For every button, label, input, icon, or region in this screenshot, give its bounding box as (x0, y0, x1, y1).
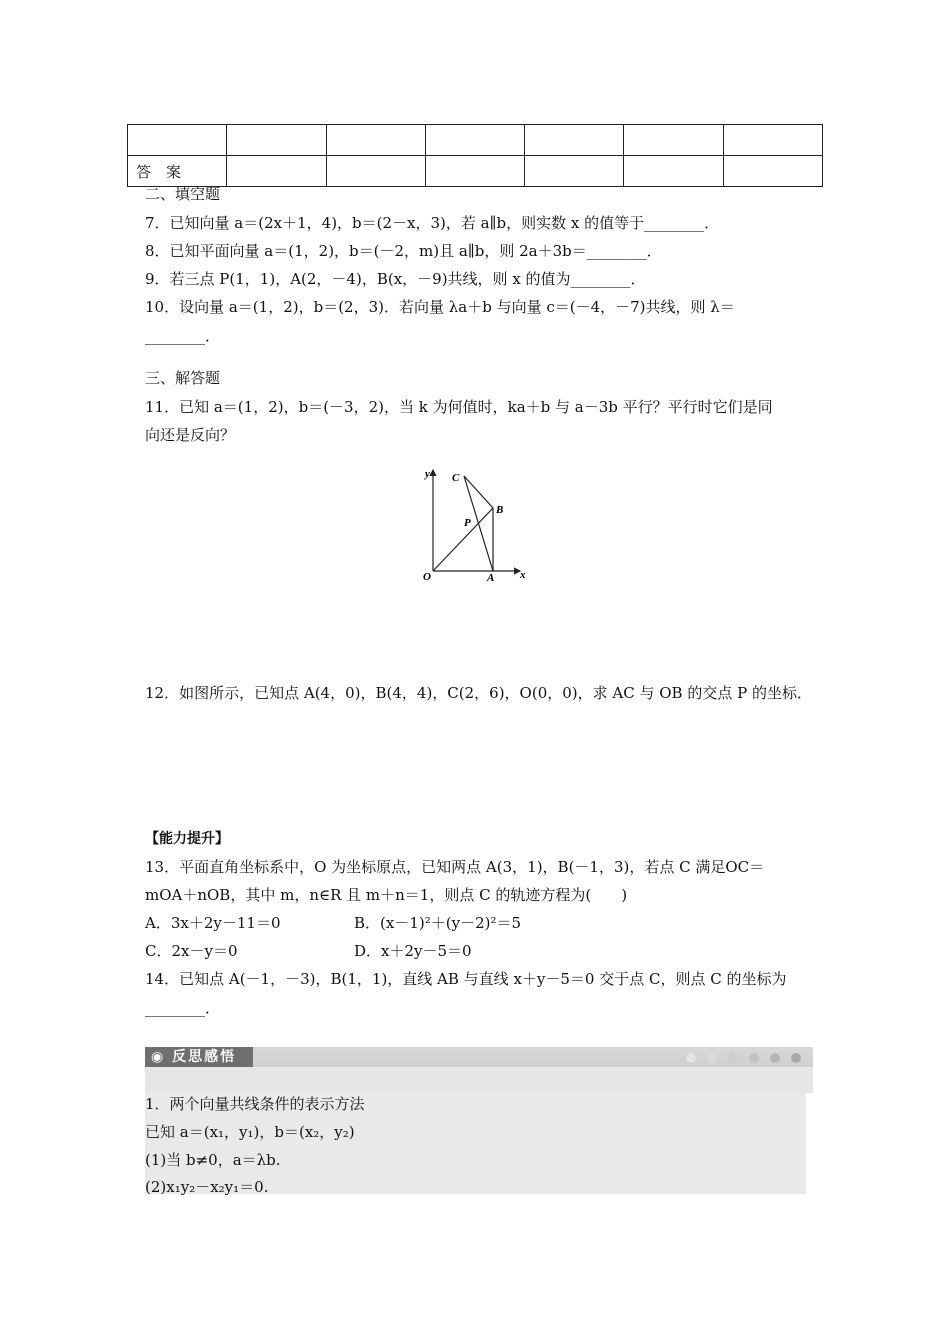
reflection-banner (145, 1047, 813, 1093)
answer-cell (227, 125, 326, 156)
answer-label: 答 案 (128, 156, 227, 187)
reflection-condition-1: (1)当 b≠0，a＝λb. (145, 1151, 281, 1169)
label-y: y (425, 468, 430, 480)
figure-svg (412, 464, 542, 586)
question-11-line-1: 11．已知 a＝(1，2)，b＝(－3，2)，当 k 为何值时，ka＋b 与 a－3b 平行？平行时它们是同 (145, 398, 773, 416)
question-14-line-1: 14．已知点 A(－1，－3)，B(1，1)，直线 AB 与直线 x＋y－5＝0 交于点 C，则点 C 的坐标为 (145, 970, 787, 988)
question-14-line-2: ________． (145, 999, 221, 1017)
question-9: 9．若三点 P(1，1)，A(2，－4)，B(x，－9)共线，则 x 的值为________． (145, 270, 646, 288)
option-D: D．x＋2y－5＝0 (354, 942, 472, 960)
option-A: A．3x＋2y－11＝0 (145, 914, 281, 932)
label-A: A (487, 572, 495, 584)
answer-cell (525, 156, 624, 187)
question-10-line-2: ________． (145, 327, 221, 345)
answer-cell (525, 125, 624, 156)
section-heading-ability: 【能力提升】 (145, 831, 229, 847)
decor-dot-4 (749, 1053, 759, 1063)
label-O: O (423, 571, 431, 583)
answer-table (127, 124, 823, 187)
answer-cell (425, 125, 524, 156)
answer-cell (326, 156, 425, 187)
option-B: B．(x－1)²＋(y－2)²＝5 (354, 914, 522, 932)
reflection-known: 已知 a＝(x₁，y₁)，b＝(x₂，y₂) (145, 1123, 355, 1141)
label-P: P (464, 517, 471, 529)
reflection-tab-title: ◉ 反思感悟 (145, 1047, 253, 1067)
decor-dot-5 (770, 1053, 780, 1063)
answer-table-header-row (128, 125, 823, 156)
option-C: C．2x－y＝0 (145, 942, 238, 960)
answer-cell (425, 156, 524, 187)
question-12: 12．如图所示，已知点 A(4，0)，B(4，4)，C(2，6)，O(0，0)，求 AC 与 OB 的交点 P 的坐标． (145, 684, 812, 702)
answer-cell (227, 156, 326, 187)
decor-dot-1 (686, 1053, 696, 1063)
answer-table-answer-row (128, 156, 823, 187)
label-B: B (496, 504, 504, 516)
question-7: 7．已知向量 a＝(2x＋1，4)，b＝(2－x，3)，若 a∥b，则实数 x 的值等于________． (145, 214, 720, 232)
decor-dot-3 (728, 1053, 738, 1063)
decor-dot-2 (707, 1053, 717, 1063)
answer-cell (326, 125, 425, 156)
answer-cell (723, 125, 822, 156)
answer-cell (723, 156, 822, 187)
geometry-figure (412, 464, 542, 590)
question-8: 8．已知平面向量 a＝(1，2)，b＝(－2，m)且 a∥b，则 2a＋3b＝________． (145, 242, 662, 260)
reflection-item-1: 1．两个向量共线条件的表示方法 (145, 1095, 365, 1113)
answer-cell (128, 125, 227, 156)
question-13-line-1: 13．平面直角坐标系中，O 为坐标原点，已知两点 A(3，1)，B(－1，3)，若点 C 满足OC＝ (145, 858, 765, 876)
decor-dot-6 (791, 1053, 801, 1063)
section-heading-solve: 三、解答题 (145, 369, 221, 387)
question-10-line-1: 10．设向量 a＝(1，2)，b＝(2，3)．若向量 λa＋b 与向量 c＝(－4，－7)共线，则 λ＝ (145, 298, 735, 316)
label-C: C (452, 472, 460, 484)
answer-cell (624, 156, 723, 187)
section-heading-fill-blank: 二、填空题 (145, 185, 221, 203)
question-11-line-2: 向还是反向？ (145, 426, 236, 444)
label-x: x (520, 569, 526, 581)
reflection-condition-2: (2)x₁y₂－x₂y₁＝0. (145, 1178, 269, 1196)
question-13-line-2: mOA＋nOB，其中 m，n∈R 且 m＋n＝1，则点 C 的轨迹方程为( ) (145, 886, 628, 904)
answer-cell (624, 125, 723, 156)
